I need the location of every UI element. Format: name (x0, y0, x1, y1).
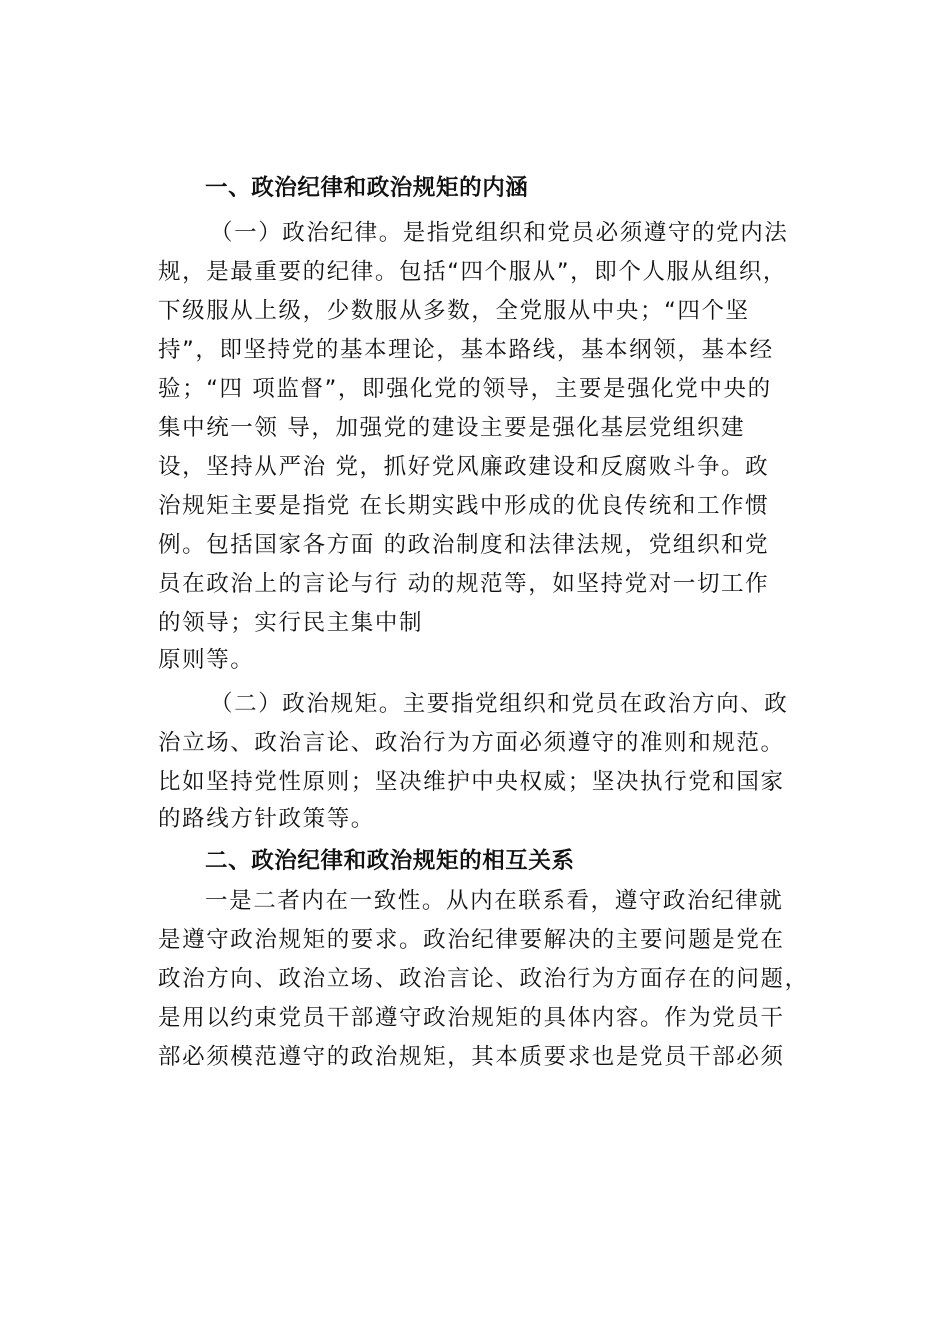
paragraph-line: （一）政治纪律。是指党组织和党员必须遵守的党内法 (210, 220, 789, 246)
section-heading-2: 二、政治纪律和政治规矩的相互关系 (205, 848, 575, 874)
paragraph-line: 验；“四 项监督”，即强化党的领导，主要是强化党中央的 (158, 376, 772, 402)
paragraph-line: 例。包括国家各方面 的政治制度和法律法规，党组织和党 (158, 532, 770, 558)
paragraph-line: 是用以约束党员干部遵守政治规矩的具体内容。作为党员干 (158, 1005, 785, 1031)
paragraph-line: 下级服从上级，少数服从多数，全党服从中央；“四个坚 (158, 298, 750, 324)
paragraph-line: 原则等。 (158, 647, 255, 673)
paragraph-line: 集中统一领 导，加强党的建设主要是强化基层党组织建 (158, 415, 746, 441)
paragraph-line: 规，是最重要的纪律。包括“四个服从”，即个人服从组织， (158, 259, 788, 285)
paragraph-line: 的路线方针政策等。 (158, 806, 375, 832)
section-heading-1: 一、政治纪律和政治规矩的内涵 (205, 175, 529, 201)
paragraph-line: 比如坚持党性原则；坚决维护中央权威；坚决执行党和国家 (158, 769, 785, 795)
paragraph-line: 治规矩主要是指党 在长期实践中形成的优良传统和工作惯 (158, 493, 770, 519)
paragraph-line: （二）政治规矩。主要指党组织和党员在政治方向、政 (210, 691, 789, 717)
paragraph-line: 部必须模范遵守的政治规矩，其本质要求也是党员干部必须 (158, 1044, 785, 1070)
paragraph-line: 治立场、政治言论、政治行为方面必须遵守的准则和规范。 (158, 730, 785, 756)
paragraph-line: 一是二者内在一致性。从内在联系看，遵守政治纪律就 (205, 888, 784, 914)
paragraph-line: 政治方向、政治立场、政治言论、政治行为方面存在的问题， (158, 966, 809, 992)
paragraph-line: 设，坚持从严治 党，抓好党风廉政建设和反腐败斗争。政 (158, 454, 770, 480)
paragraph-line: 的领导；实行民主集中制 (158, 610, 424, 636)
paragraph-line: 是遵守政治规矩的要求。政治纪律要解决的主要问题是党在 (158, 927, 785, 953)
paragraph-line: 员在政治上的言论与行 动的规范等，如坚持党对一切工作 (158, 571, 770, 597)
paragraph-line: 持”，即坚持党的基本理论，基本路线，基本纲领，基本经 (158, 337, 774, 363)
